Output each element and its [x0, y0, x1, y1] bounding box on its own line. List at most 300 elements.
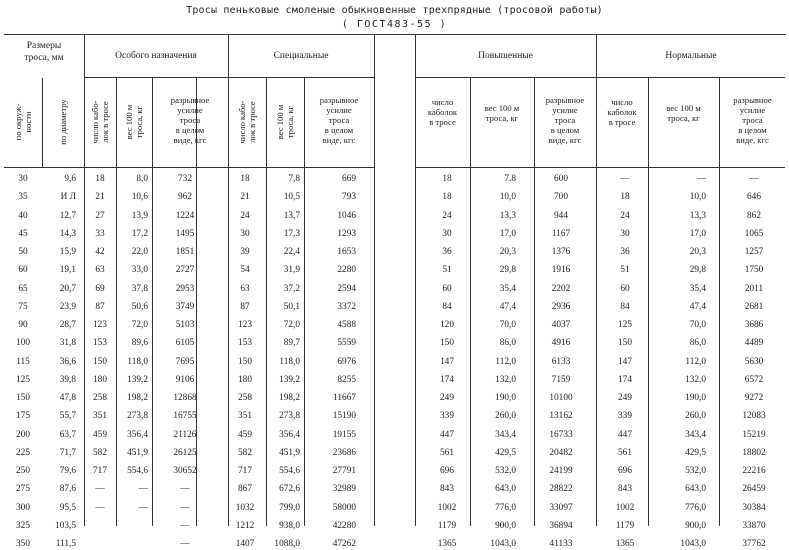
cell-special-strands: 717	[238, 466, 252, 476]
cell-special-strands: 180	[238, 374, 252, 385]
cell-normal-force: 5630	[744, 356, 764, 367]
cell-increased-strands: 1365	[437, 539, 457, 549]
cell-increased-strands: 843	[440, 484, 454, 495]
cell-normal-strands: 24	[620, 210, 630, 221]
cell-special-weight: 139,2	[279, 374, 300, 385]
cell-special-purpose-weight: 554,6	[127, 466, 148, 476]
cell-normal-strands: 561	[618, 447, 632, 458]
cell-diameter: 47,8	[59, 393, 76, 403]
cell-increased-force: 10100	[549, 393, 573, 403]
cell-normal-force: 862	[747, 210, 761, 221]
cell-special-purpose-weight: 13,9	[131, 210, 148, 221]
cell-normal-force: 6572	[744, 374, 764, 385]
cell-special-purpose-force: —	[180, 520, 190, 531]
cell-special-purpose-weight: 118,0	[127, 356, 148, 367]
cell-special-purpose-force: 12868	[173, 393, 197, 403]
cell-special-purpose-force: 3749	[175, 301, 195, 312]
table-row	[4, 301, 786, 313]
header-group-0: Особого назначения	[115, 51, 197, 61]
cell-special-weight: 10,5	[283, 192, 300, 203]
cell-normal-strands: 18	[620, 192, 630, 203]
cell-normal-strands: 147	[618, 356, 632, 367]
cell-special-purpose-force: 30652	[173, 466, 197, 476]
cell-normal-force: 4489	[744, 338, 764, 349]
table-row	[4, 173, 786, 185]
cell-increased-force: 1916	[551, 265, 571, 276]
cell-special-purpose-weight: 37,8	[131, 283, 148, 294]
cell-special-weight: 50,1	[283, 301, 300, 312]
cell-circumference: 325	[16, 520, 30, 531]
cell-special-purpose-strands: 180	[93, 374, 107, 385]
header-special-force: разрывное усилие троса в целом виде, кгс	[319, 95, 359, 145]
cell-special-purpose-strands: 150	[93, 356, 107, 367]
cell-special-purpose-weight: —	[138, 484, 148, 495]
cell-special-weight: 22,4	[283, 247, 300, 257]
cell-special-force: 23686	[332, 447, 356, 458]
cell-increased-weight: 17,0	[499, 228, 516, 239]
cell-increased-strands: 36	[442, 247, 452, 257]
cell-increased-weight: 10,0	[499, 192, 516, 203]
cell-normal-strands: 843	[618, 484, 632, 495]
cell-special-strands: 24	[240, 210, 250, 221]
cell-special-purpose-weight: 273,8	[127, 411, 148, 422]
cell-special-force: 2280	[337, 265, 356, 276]
cell-special-strands: 39	[240, 247, 250, 257]
cell-increased-strands: 84	[442, 301, 452, 312]
cell-special-purpose-force: 1224	[175, 210, 195, 221]
cell-normal-force: 646	[747, 192, 761, 203]
cell-normal-weight: 532,0	[685, 466, 706, 476]
cell-special-purpose-weight: 451,9	[127, 447, 148, 458]
cell-increased-force: 16733	[549, 429, 573, 440]
cell-increased-weight: 532,0	[495, 466, 516, 476]
cell-special-purpose-force: 16755	[173, 411, 197, 422]
cell-special-strands: 21	[240, 192, 250, 203]
table-row	[4, 264, 786, 276]
cell-normal-force: 2681	[744, 301, 764, 312]
cell-increased-weight: 343,4	[495, 429, 516, 440]
cell-increased-strands: 30	[442, 228, 452, 239]
cell-special-purpose-weight: 10,6	[131, 192, 148, 203]
table-row	[4, 191, 786, 203]
table-row	[4, 465, 786, 477]
header-group-1: Специальные	[273, 51, 329, 61]
cell-increased-force: 7159	[551, 374, 571, 385]
table-row	[4, 246, 786, 258]
cell-special-strands: 87	[240, 301, 250, 312]
cell-circumference: 150	[16, 393, 30, 403]
cell-special-weight: 672,6	[279, 484, 300, 495]
cell-increased-weight: 13,3	[499, 210, 516, 221]
cell-special-purpose-force: 7695	[175, 356, 195, 367]
cell-diameter: 79,6	[59, 466, 76, 476]
cell-special-purpose-weight: 356,4	[127, 429, 148, 440]
cell-special-purpose-strands: 351	[93, 411, 107, 422]
cell-increased-strands: 249	[440, 393, 454, 403]
cell-diameter: 71,7	[59, 447, 76, 458]
cell-special-force: 1293	[337, 228, 356, 239]
table-standard: ( ГОСТ483-55 )	[341, 19, 448, 30]
cell-diameter: 36,6	[59, 356, 76, 367]
cell-special-purpose-weight: 72,0	[131, 320, 148, 330]
table-row	[4, 502, 786, 514]
cell-special-force: 11667	[333, 393, 356, 403]
cell-special-purpose-force: 26125	[173, 447, 197, 458]
cell-special-purpose-weight: —	[138, 502, 148, 513]
cell-special-force: 5559	[337, 338, 356, 349]
cell-normal-strands: 30	[620, 228, 630, 239]
cell-increased-strands: 18	[442, 174, 452, 184]
cell-special-weight: 31,9	[283, 265, 300, 276]
cell-circumference: 115	[16, 356, 30, 367]
cell-special-purpose-strands: 87	[95, 301, 105, 312]
table-row	[4, 447, 786, 459]
cell-special-purpose-strands: 123	[93, 320, 107, 330]
cell-special-strands: 867	[238, 484, 252, 495]
cell-special-force: 8255	[337, 374, 356, 385]
cell-increased-force: 4037	[551, 320, 571, 330]
cell-normal-weight: 29,8	[689, 265, 706, 276]
header-circumference: по окруж- ности	[13, 103, 33, 141]
cell-normal-strands: 84	[620, 301, 630, 312]
cell-circumference: 30	[18, 174, 28, 184]
cell-special-weight: 938,0	[279, 520, 300, 531]
cell-special-purpose-force: 2953	[175, 283, 195, 294]
cell-special-force: 4588	[337, 320, 356, 330]
cell-diameter: 63,7	[59, 429, 76, 440]
cell-increased-strands: 147	[440, 356, 454, 367]
cell-circumference: 45	[18, 228, 28, 239]
cell-special-force: 793	[342, 192, 356, 203]
cell-special-weight: 37,2	[283, 283, 300, 294]
table-row	[4, 429, 786, 441]
cell-diameter: И Л	[60, 192, 76, 203]
cell-increased-weight: 29,8	[499, 265, 516, 276]
cell-increased-force: 13162	[549, 411, 573, 422]
cell-special-force: 47262	[332, 539, 356, 549]
cell-special-weight: 356,4	[279, 429, 300, 440]
cell-increased-weight: 70,0	[499, 320, 516, 330]
cell-circumference: 125	[16, 374, 30, 385]
cell-increased-weight: 429,5	[495, 447, 516, 458]
cell-special-strands: 153	[238, 338, 252, 349]
cell-normal-force: 1750	[744, 265, 764, 276]
cell-normal-force: 1257	[744, 247, 764, 257]
cell-normal-strands: —	[620, 174, 630, 184]
cell-increased-weight: 7.8	[504, 174, 516, 184]
rule-group	[84, 77, 374, 78]
cell-diameter: 87,6	[59, 484, 76, 495]
cell-circumference: 65	[18, 283, 28, 294]
cell-special-force: 15190	[332, 411, 356, 422]
rule-header-bottom	[4, 167, 374, 168]
cell-special-purpose-force: 1495	[175, 228, 195, 239]
cell-increased-weight: 776,0	[495, 502, 516, 513]
cell-increased-weight: 112,0	[495, 356, 516, 367]
cell-special-force: 2594	[337, 283, 356, 294]
cell-special-purpose-force: 5103	[175, 320, 195, 330]
header-diameter: по диаметру	[58, 99, 68, 145]
cell-increased-force: 6133	[551, 356, 571, 367]
cell-increased-force: 944	[554, 210, 568, 221]
cell-special-weight: 273,8	[279, 411, 300, 422]
cell-normal-force: 9272	[744, 393, 764, 403]
cell-increased-weight: 643,0	[495, 484, 516, 495]
header-size: Размеры троса, мм	[24, 41, 64, 63]
cell-normal-weight: 643,0	[685, 484, 706, 495]
cell-increased-force: 33097	[549, 502, 573, 513]
cell-increased-strands: 1179	[437, 520, 457, 531]
cell-circumference: 200	[16, 429, 30, 440]
cell-normal-force: 26459	[742, 484, 766, 495]
cell-normal-weight: 429,5	[685, 447, 706, 458]
cell-special-strands: 123	[238, 320, 252, 330]
cell-normal-strands: 447	[618, 429, 632, 440]
cell-special-weight: 7,8	[288, 174, 300, 184]
table-row	[4, 483, 786, 495]
cell-special-purpose-weight: 17,2	[131, 228, 148, 239]
cell-circumference: 175	[16, 411, 30, 422]
cell-special-purpose-strands: 27	[95, 210, 105, 221]
cell-special-purpose-weight: 139,2	[127, 374, 148, 385]
header-increased-weight: вес 100 м троса, кг	[484, 103, 520, 123]
cell-increased-strands: 60	[442, 283, 452, 294]
cell-increased-weight: 260,0	[495, 411, 516, 422]
cell-special-purpose-weight: 22,0	[131, 247, 148, 257]
cell-diameter: 103,5	[55, 520, 76, 531]
cell-special-strands: 63	[240, 283, 250, 294]
header-special-weight: вес 100 м троса, кг	[275, 104, 295, 140]
cell-special-purpose-strands: 153	[93, 338, 107, 349]
table-row	[4, 228, 786, 240]
cell-special-weight: 799,0	[279, 502, 300, 513]
cell-increased-weight: 35,4	[499, 283, 516, 294]
cell-special-purpose-weight: 50,6	[131, 301, 148, 312]
cell-circumference: 50	[18, 247, 28, 257]
header-special-purpose-force: разрывное усилие троса в целом виде, кгс	[170, 95, 210, 145]
cell-increased-force: 20482	[549, 447, 573, 458]
cell-circumference: 250	[16, 466, 30, 476]
cell-special-purpose-force: —	[180, 484, 190, 495]
table-row	[4, 337, 786, 349]
cell-normal-strands: 60	[620, 283, 630, 294]
table-row	[4, 538, 786, 550]
cell-increased-force: 2202	[551, 283, 571, 294]
cell-normal-strands: 36	[620, 247, 630, 257]
cell-normal-strands: 51	[620, 265, 630, 276]
table-title: Тросы пеньковые смоленые обыкновенные трехпрядные (тросовой работы)	[186, 5, 603, 16]
cell-special-purpose-strands: 63	[95, 265, 105, 276]
cell-normal-weight: 86,0	[689, 338, 706, 349]
cell-special-purpose-strands: 717	[93, 466, 107, 476]
cell-normal-force: 37762	[742, 539, 766, 549]
cell-circumference: 40	[18, 210, 28, 221]
cell-diameter: 15,9	[59, 247, 76, 257]
table-row	[4, 356, 786, 368]
cell-diameter: 20,7	[59, 283, 76, 294]
cell-special-purpose-force: 21126	[173, 429, 197, 440]
cell-normal-weight: 17,0	[689, 228, 706, 239]
cell-circumference: 275	[16, 484, 30, 495]
cell-increased-force: 4916	[551, 338, 571, 349]
cell-circumference: 60	[18, 265, 28, 276]
cell-special-strands: 351	[238, 411, 252, 422]
header-normal-strands: число каболок в тросе	[607, 97, 637, 127]
cell-special-force: 669	[342, 174, 356, 184]
cell-increased-force: 36894	[549, 520, 573, 531]
cell-increased-force: 1376	[551, 247, 571, 257]
header-special-purpose-strands: число кабо- лок в тросе	[90, 100, 110, 144]
cell-special-purpose-force: 9106	[175, 374, 195, 385]
cell-special-weight: 89,7	[283, 338, 300, 349]
cell-normal-strands: 125	[618, 320, 632, 330]
cell-special-purpose-strands: 42	[95, 247, 105, 257]
cell-increased-force: 2936	[551, 301, 571, 312]
cell-increased-force: 600	[554, 174, 568, 184]
cell-increased-force: 24199	[549, 466, 573, 476]
header-normal-weight: вес 100 м троса, кг	[666, 103, 701, 123]
cell-diameter: 39,8	[59, 374, 76, 385]
cell-special-force: 6976	[337, 356, 356, 367]
cell-special-strands: 18	[240, 174, 250, 184]
cell-increased-force: 1167	[551, 228, 571, 239]
cell-normal-strands: 1179	[615, 520, 635, 531]
cell-increased-weight: 86,0	[499, 338, 516, 349]
cell-normal-weight: 35,4	[689, 283, 706, 294]
cell-special-weight: 17,3	[283, 228, 300, 239]
cell-circumference: 90	[18, 320, 28, 330]
cell-diameter: 9,6	[64, 174, 76, 184]
cell-normal-force: 18802	[742, 447, 766, 458]
cell-special-purpose-force: —	[180, 539, 190, 549]
cell-normal-strands: 1365	[615, 539, 635, 549]
cell-circumference: 300	[16, 502, 30, 513]
cell-normal-weight: 1043,0	[680, 539, 706, 549]
cell-increased-force: 28822	[549, 484, 573, 495]
table-row	[4, 374, 786, 386]
cell-special-force: 42280	[332, 520, 356, 531]
cell-increased-weight: 190,0	[495, 393, 516, 403]
cell-special-purpose-strands: 258	[93, 393, 107, 403]
cell-diameter: 19,1	[59, 265, 76, 276]
header-group-3: Нормальные	[665, 51, 717, 61]
cell-increased-weight: 47,4	[499, 301, 516, 312]
cell-special-force: 27791	[332, 466, 356, 476]
cell-special-purpose-strands: 459	[93, 429, 107, 440]
cell-increased-strands: 447	[440, 429, 454, 440]
header-normal-force: разрывное усилие троса в целом виде, кгс	[733, 95, 772, 145]
cell-special-purpose-force: 6105	[175, 338, 195, 349]
cell-normal-weight: 70,0	[689, 320, 706, 330]
cell-increased-strands: 51	[442, 265, 452, 276]
cell-special-strands: 54	[240, 265, 250, 276]
cell-special-strands: 258	[238, 393, 252, 403]
cell-diameter: 23,9	[59, 301, 76, 312]
cell-special-purpose-force: 1851	[175, 247, 195, 257]
cell-normal-force: —	[749, 174, 759, 184]
cell-normal-weight: 10,0	[689, 192, 706, 203]
cell-normal-strands: 150	[618, 338, 632, 349]
cell-special-strands: 1212	[235, 520, 255, 531]
cell-special-purpose-strands: 582	[93, 447, 107, 458]
cell-normal-weight: 47,4	[689, 301, 706, 312]
table-row	[4, 319, 786, 331]
cell-increased-strands: 24	[442, 210, 452, 221]
cell-normal-force: 3686	[744, 320, 764, 330]
rule-top	[4, 34, 786, 35]
cell-special-weight: 554,6	[279, 466, 300, 476]
cell-special-force: 1046	[337, 210, 356, 221]
cell-increased-weight: 1043,0	[490, 539, 516, 549]
cell-increased-strands: 339	[440, 411, 454, 422]
cell-special-purpose-force: 2727	[175, 265, 195, 276]
cell-special-weight: 118,0	[279, 356, 300, 367]
cell-normal-weight: 900,0	[685, 520, 706, 531]
cell-normal-force: 30384	[742, 502, 766, 513]
cell-special-purpose-weight: 198,2	[127, 393, 148, 403]
cell-special-force: 32989	[332, 484, 356, 495]
cell-special-force: 1653	[337, 247, 356, 257]
cell-special-force: 58000	[332, 502, 356, 513]
cell-special-weight: 72,0	[283, 320, 300, 330]
cell-circumference: 35	[18, 192, 28, 203]
table-row	[4, 392, 786, 404]
cell-circumference: 225	[16, 447, 30, 458]
cell-special-strands: 459	[238, 429, 252, 440]
cell-normal-weight: 132,0	[685, 374, 706, 385]
cell-normal-weight: 13,3	[689, 210, 706, 221]
cell-special-purpose-weight: 8,0	[136, 174, 148, 184]
cell-increased-strands: 150	[440, 338, 454, 349]
cell-normal-strands: 696	[618, 466, 632, 476]
cell-diameter: 28,7	[59, 320, 76, 330]
header-special-strands: число кабо- лок в тросе	[237, 100, 257, 144]
table-row	[4, 410, 786, 422]
cell-increased-strands: 1002	[437, 502, 457, 513]
cell-special-purpose-strands: 21	[95, 192, 105, 203]
cell-special-force: 19155	[332, 429, 356, 440]
cell-increased-strands: 174	[440, 374, 454, 385]
cell-special-weight: 451,9	[279, 447, 300, 458]
cell-special-strands: 582	[238, 447, 252, 458]
cell-normal-strands: 1002	[615, 502, 635, 513]
table-row	[4, 210, 786, 222]
cell-special-strands: 1032	[235, 502, 255, 513]
cell-normal-strands: 249	[618, 393, 632, 403]
cell-normal-weight: —	[696, 174, 706, 184]
cell-special-purpose-strands: 33	[95, 228, 105, 239]
cell-normal-strands: 174	[618, 374, 632, 385]
cell-normal-force: 1065	[744, 228, 764, 239]
cell-normal-weight: 112,0	[685, 356, 706, 367]
cell-normal-weight: 190,0	[685, 393, 706, 403]
cell-normal-force: 22216	[742, 466, 766, 476]
cell-normal-weight: 260,0	[685, 411, 706, 422]
cell-circumference: 75	[18, 301, 28, 312]
cell-increased-strands: 18	[442, 192, 452, 203]
cell-special-purpose-strands: —	[95, 502, 105, 513]
cell-special-weight: 13,7	[283, 210, 300, 221]
cell-increased-force: 700	[554, 192, 568, 203]
cell-special-purpose-strands: 69	[95, 283, 105, 294]
cell-increased-strands: 696	[440, 466, 454, 476]
cell-normal-force: 33870	[742, 520, 766, 531]
cell-special-purpose-weight: 33,0	[131, 265, 148, 276]
header-increased-strands: число каболок в тросе	[427, 97, 458, 127]
cell-normal-force: 12083	[742, 411, 766, 422]
cell-increased-weight: 132,0	[495, 374, 516, 385]
cell-increased-force: 41133	[549, 539, 573, 549]
